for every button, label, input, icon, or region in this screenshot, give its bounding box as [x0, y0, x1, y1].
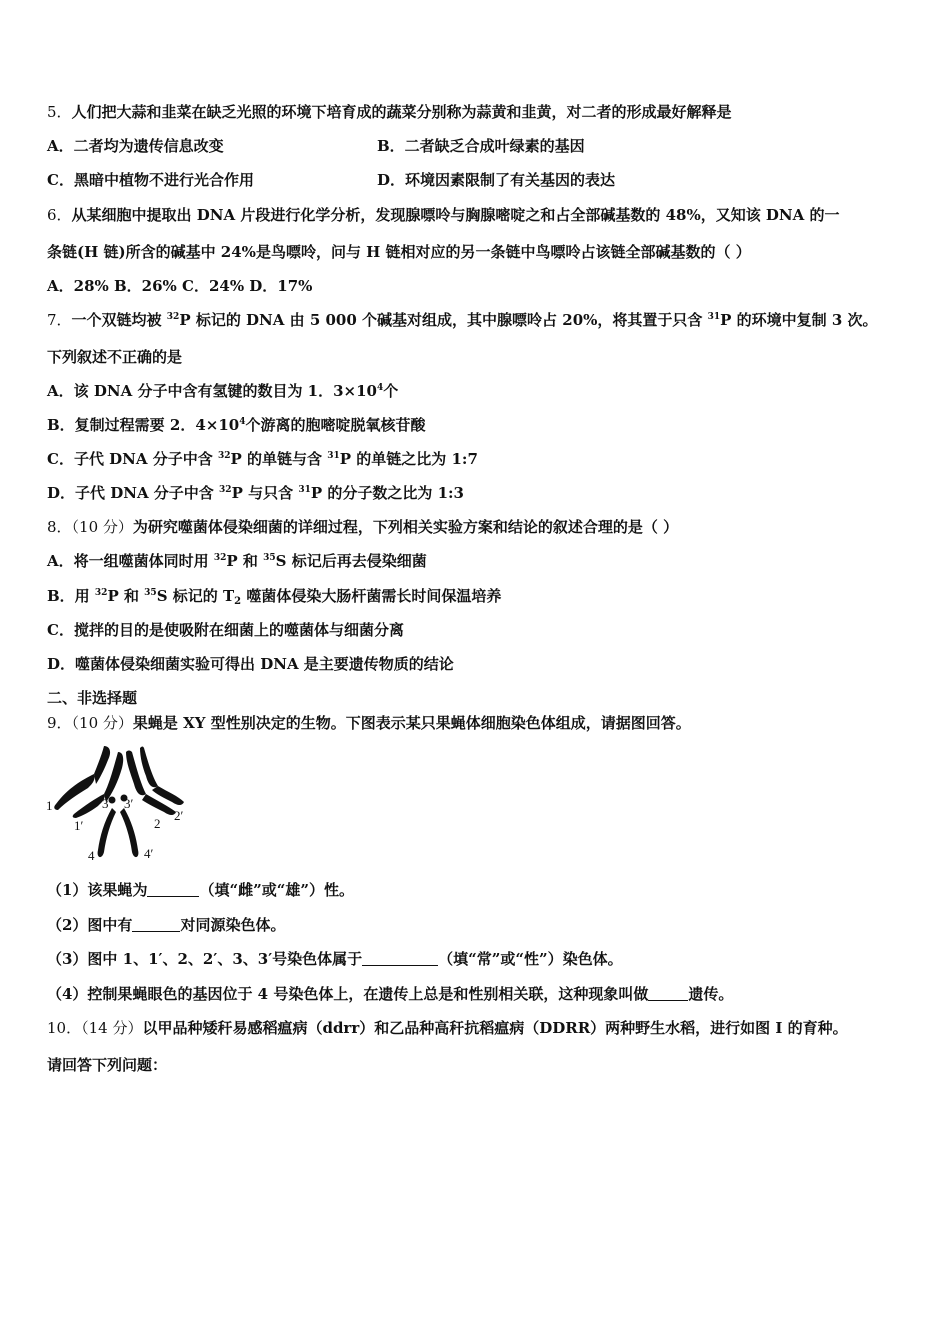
q7-stem-line1: 7．一个双链均被 $^{32}$P 标记的 DNA 由 5 000 个碱基对组成，其中腺嘌呤占 20%，将其置于只含 $^{31}$P 的环境中复制 3 次。 — [47, 311, 878, 329]
answer-blank-2[interactable] — [132, 917, 180, 932]
q7-option-c: C．子代 DNA 分子中含 $^{32}$P 的单链与含 $^{31}$P 的单链之比为 1:7 — [47, 450, 478, 468]
label-4: 4 — [88, 848, 95, 863]
chromosome-dot-3 — [109, 797, 116, 804]
q7-stem-line2: 下列叙述不正确的是 — [47, 348, 183, 366]
section-heading: 二、非选择题 — [47, 689, 138, 707]
q7-option-a: A．该 DNA 分子中含有氢键的数目为 1．$3\times 10^4$个 — [47, 382, 399, 400]
chromosome-figure — [44, 744, 192, 866]
q10-stem-line2: 请回答下列问题： — [47, 1056, 168, 1074]
q5-option-c: C．黑暗中植物不进行光合作用 — [47, 171, 254, 189]
label-3: 3 — [102, 796, 109, 811]
q10-stem-line1: 10．（14 分）以甲品种矮秆易感稻瘟病（ddrr）和乙品种高秆抗稻瘟病（DDRR）两种野生水稻，进行如图 I 的育种。 — [47, 1019, 848, 1037]
q8-option-c: C．搅拌的目的是使吸附在细菌上的噬菌体与细菌分离 — [47, 621, 404, 639]
answer-blank-1[interactable] — [147, 882, 199, 897]
chromosome-1-arm — [73, 794, 105, 818]
label-2-prime: 2′ — [174, 808, 184, 823]
q9-sub2: （2）图中有 对同源染色体。 — [47, 916, 286, 934]
q9-sub3: （3）图中 1、1′、2、2′、3、3′号染色体属于 （填“常”或“性”）染色体。 — [47, 950, 623, 968]
q5-option-b: B．二者缺乏合成叶绿素的基因 — [377, 137, 585, 155]
label-3-prime: 3′ — [124, 796, 134, 811]
q8-option-b: B．用 $^{32}$P 和 $^{35}$S 标记的 $T_2$ 噬菌体侵染大肠杆菌需长时间保温培养 — [47, 587, 502, 607]
q8-stem: 8．（10 分）为研究噬菌体侵染细菌的详细过程，下列相关实验方案和结论的叙述合理的是（ ） — [47, 518, 679, 536]
q8-option-a: A．将一组噬菌体同时用 $^{32}$P 和 $^{35}$S 标记后再去侵染细菌 — [47, 552, 427, 570]
q9-stem: 9．（10 分）果蝇是 XY 型性别决定的生物。下图表示某只果蝇体细胞染色体组成，请据图回答。 — [47, 714, 691, 732]
q5-option-a: A．二者均为遗传信息改变 — [47, 137, 224, 155]
q5-stem: 5．人们把大蒜和韭菜在缺乏光照的环境下培育成的蔬菜分别称为蒜黄和韭黄，对二者的形成最好解释是 — [47, 103, 732, 121]
answer-blank-3[interactable] — [362, 951, 438, 966]
q8-option-d: D．噬菌体侵染细菌实验可得出 DNA 是主要遗传物质的结论 — [47, 655, 454, 673]
q6-stem-line1: 6．从某细胞中提取出 DNA 片段进行化学分析，发现腺嘌呤与胸腺嘧啶之和占全部碱基数的 48%，又知该 DNA 的一 — [47, 206, 840, 224]
q9-sub4: （4）控制果蝇眼色的基因位于 4 号染色体上，在遗传上总是和性别相关联，这种现象叫做 遗传。 — [47, 985, 734, 1003]
q9-sub1: （1）该果蝇为 （填“雌”或“雄”）性。 — [47, 881, 354, 899]
chromosome-2-prime — [140, 747, 158, 788]
q7-option-d: D．子代 DNA 分子中含 $^{32}$P 与只含 $^{31}$P 的分子数之比为 1:3 — [47, 484, 464, 502]
q7-option-b: B．复制过程需要 2．$4\times 10^4$个游离的胞嘧啶脱氧核苷酸 — [47, 416, 426, 434]
label-4-prime: 4′ — [144, 846, 154, 861]
chromosome-1-prime — [94, 746, 110, 784]
chromosome-4-prime — [120, 808, 138, 857]
q5-option-d: D．环境因素限制了有关基因的表达 — [377, 171, 616, 189]
q6-options: A．28% B．26% C．24% D．17% — [47, 277, 313, 295]
chromosome-4 — [98, 808, 116, 857]
label-2: 2 — [154, 816, 161, 831]
label-1: 1 — [46, 798, 53, 813]
q6-stem-line2: 条链(H 链)所含的碱基中 24%是鸟嘌呤，问与 H 链相对应的另一条链中鸟嘌呤占该链全部碱基数的（ ） — [47, 243, 751, 261]
label-1-prime: 1′ — [74, 818, 84, 833]
answer-blank-4[interactable] — [648, 986, 688, 1001]
